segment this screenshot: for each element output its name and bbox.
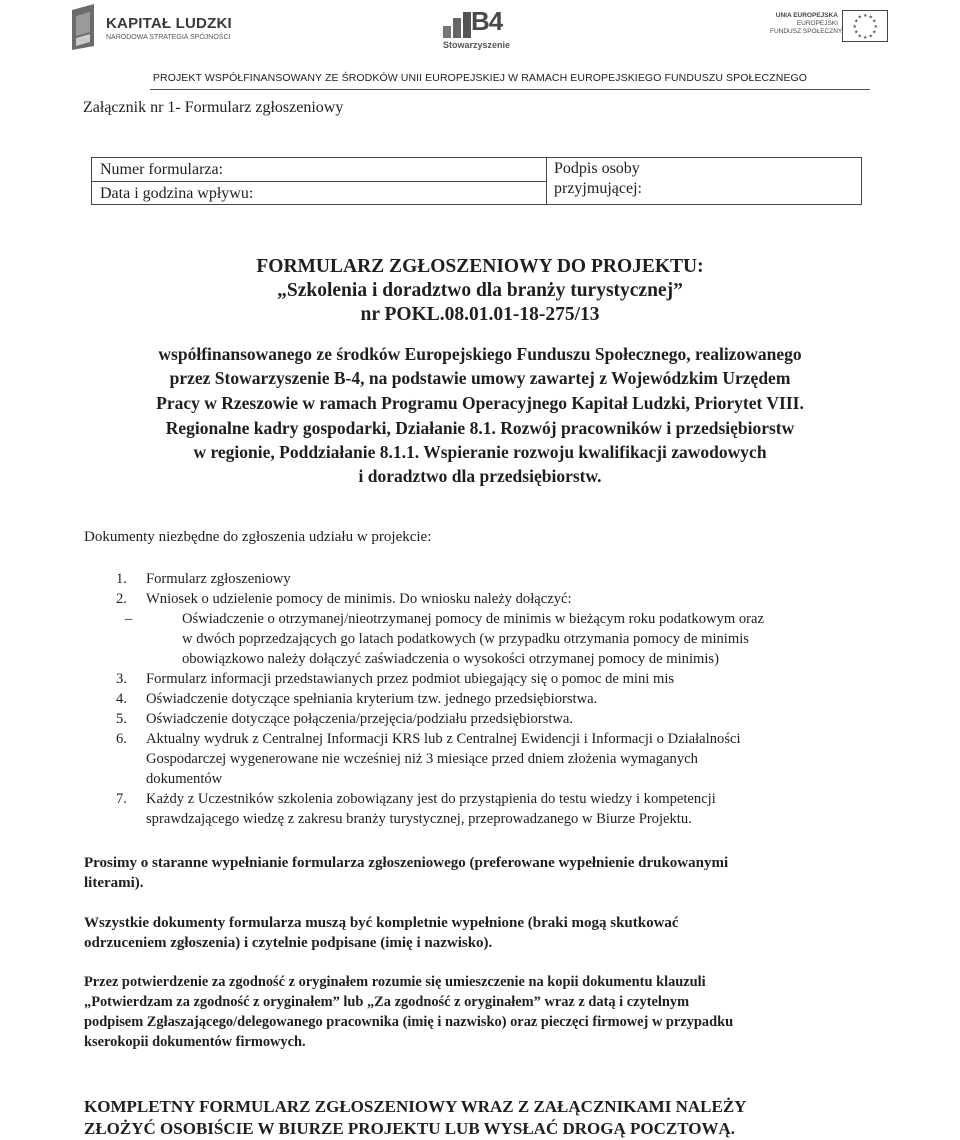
svg-text:★: ★	[854, 29, 859, 36]
svg-text:★: ★	[863, 35, 868, 41]
kapital-ludzki-name: KAPITAŁ LUDZKI	[106, 15, 232, 32]
eu-logo-text	[770, 12, 843, 36]
project-cofinancing-line: PROJEKT WSPÓŁFINANSOWANY ZE ŚRODKÓW UNII EUROPEJSKIEJ W RAMACH EUROPEJSKIEGO FUNDUSZU SPOŁECZNEGO	[152, 72, 808, 84]
final-instruction	[84, 1096, 870, 1140]
svg-text:★: ★	[873, 24, 878, 30]
eu-logo	[770, 8, 890, 48]
description-line: współfinansowanego ze środków Europejskiego Funduszu Społecznego, realizowanego	[158, 344, 802, 364]
project-number: nr POKL.08.01.01-18-275/13	[360, 304, 600, 325]
form-number-field[interactable]: Numer formularza:	[100, 161, 224, 178]
note-line: Przez potwierdzenie za zgodność z oryginałem rozumie się umieszczenie na kopii dokumentu klauzuli	[84, 974, 706, 990]
kapital-ludzki-logo	[66, 2, 232, 54]
sub-item-line	[182, 609, 870, 629]
list-number: 2.	[116, 591, 127, 607]
list-text: Każdy z Uczestników szkolenia zobowiązany jest do przystąpienia do testu wiedzy i kompetencji	[146, 791, 716, 807]
received-datetime-field[interactable]: Data i godzina wpływu:	[92, 181, 546, 205]
dash-bullet: –	[125, 611, 133, 627]
documents-heading: Dokumenty niezbędne do zgłoszenia udziału w projekcie:	[84, 529, 432, 545]
list-text: Wniosek o udzielenie pomocy de minimis. Do wniosku należy dołączyć:	[146, 591, 572, 607]
note-line: literami).	[84, 875, 144, 891]
sub-item-line: obowiązkowo należy dołączyć zaświadczenia o wysokości otrzymanej pomocy de minimis)	[182, 651, 719, 667]
eu-logo-line: EUROPEJSKI	[796, 20, 838, 27]
svg-text:★: ★	[872, 29, 877, 36]
note-paragraph	[84, 972, 870, 1052]
annex-title: Załącznik nr 1- Formularz zgłoszeniowy	[83, 99, 344, 116]
description-line: Pracy w Rzeszowie w ramach Programu Operacyjnego Kapitał Ludzki, Priorytet VIII.	[156, 393, 804, 413]
list-text-continuation: sprawdzającego wiedzę z zakresu branży turystycznej, przeprowadzanego w Biurze Projektu.	[146, 811, 692, 827]
note-line: odrzuceniem zgłoszenia) i czytelnie podpisane (imię i nazwisko).	[84, 935, 493, 951]
note-line: Prosimy o staranne wypełnianie formularza zgłoszeniowego (preferowane wypełnienie drukowanymi	[84, 855, 729, 871]
intake-left-column	[92, 158, 547, 204]
sub-item-text: Oświadczenie o otrzymanej/nieotrzymanej pomocy de minimis w bieżącym roku podatkowym oraz	[182, 611, 764, 627]
note-line: podpisem Zgłaszającego/delegowanego pracownika (imię i nazwisko) oraz pieczęci firmowej w przypadku	[84, 1014, 734, 1030]
description-line: w regionie, Poddziałanie 8.1.1. Wspieranie rozwoju kwalifikacji zawodowych	[193, 442, 767, 462]
sub-item-line: w dwóch poprzedzających go latach podatkowych (w przypadku otrzymania pomocy de minimis	[182, 631, 749, 647]
kapital-ludzki-subtitle: NARODOWA STRATEGIA SPÓJNOŚCI	[106, 34, 231, 41]
svg-text:★: ★	[863, 13, 868, 19]
final-line: ZŁOŻYĆ OSOBIŚCIE W BIURZE PROJEKTU LUB WYSŁAĆ DROGĄ POCZTOWĄ.	[84, 1119, 736, 1138]
b4-logo-subtitle: Stowarzyszenie	[443, 40, 511, 50]
b4-logo-text: B4	[471, 6, 503, 36]
svg-text:★: ★	[857, 33, 862, 40]
note-line: kserokopii dokumentów firmowych.	[84, 1034, 306, 1050]
signature-label-line: przyjmującej:	[554, 180, 642, 197]
list-text: Formularz zgłoszeniowy	[146, 571, 291, 587]
note-paragraph	[84, 853, 870, 893]
svg-text:★: ★	[854, 18, 859, 25]
list-text: Aktualny wydruk z Centralnej Informacji KRS lub z Centralnej Ewidencji i Informacji o Działalności	[146, 731, 741, 747]
b4-emblem-icon	[443, 10, 473, 40]
list-number: 6.	[116, 731, 127, 747]
svg-text:★: ★	[872, 18, 877, 25]
note-paragraph	[84, 913, 870, 953]
list-number: 1.	[116, 571, 127, 587]
eu-logo-line: UNIA EUROPEJSKA	[775, 12, 838, 19]
intake-table	[91, 157, 862, 205]
receiver-signature-field[interactable]	[547, 158, 861, 204]
description-line: przez Stowarzyszenie B-4, na podstawie umowy zawartej z Wojewódzkim Urzędem	[169, 368, 791, 388]
list-number: 7.	[116, 791, 127, 807]
list-text: Oświadczenie dotyczące spełniania kryterium tzw. jednego przedsiębiorstwa.	[146, 691, 598, 707]
svg-text:★: ★	[868, 33, 873, 40]
final-line: KOMPLETNY FORMULARZ ZGŁOSZENIOWY WRAZ Z ZAŁĄCZNIKAMI NALEŻY	[84, 1097, 747, 1116]
project-name: „Szkolenia i doradztwo dla branży turystycznej”	[277, 280, 683, 301]
list-number: 5.	[116, 711, 127, 727]
svg-text:★: ★	[868, 14, 873, 21]
list-text: Formularz informacji przedstawianych przez podmiot ubiegający się o pomoc de mini mis	[146, 671, 675, 687]
note-line: Wszystkie dokumenty formularza muszą być kompletnie wypełnione (braki mogą skutkować	[84, 915, 679, 931]
signature-label-line: Podpis osoby	[554, 160, 640, 177]
eu-flag-icon	[842, 10, 888, 42]
header-divider	[150, 89, 870, 90]
list-number: 4.	[116, 691, 127, 707]
form-title: FORMULARZ ZGŁOSZENIOWY DO PROJEKTU:	[256, 256, 704, 277]
svg-text:★: ★	[857, 14, 862, 21]
description-line: i doradztwo dla przedsiębiorstw.	[358, 466, 602, 486]
b4-logo	[441, 6, 541, 52]
list-text-continuation: dokumentów	[146, 771, 223, 787]
description-line: Regionalne kadry gospodarki, Działanie 8.1. Rozwój pracowników i przedsiębiorstw	[165, 418, 795, 438]
list-text: Oświadczenie dotyczące połączenia/przejęcia/podziału przedsiębiorstwa.	[146, 711, 574, 727]
list-text-continuation: Gospodarczej wygenerowane nie wcześniej niż 3 miesiące przed dniem złożenia wymaganych	[146, 751, 698, 767]
eu-logo-line: FUNDUSZ SPOŁECZNY	[770, 28, 843, 35]
svg-text:★: ★	[852, 24, 857, 30]
kapital-ludzki-emblem-icon	[66, 2, 100, 52]
note-line: „Potwierdzam za zgodność z oryginałem” lub „Za zgodność z oryginałem” wraz z datą i czytelnym	[84, 994, 690, 1010]
list-number: 3.	[116, 671, 127, 687]
